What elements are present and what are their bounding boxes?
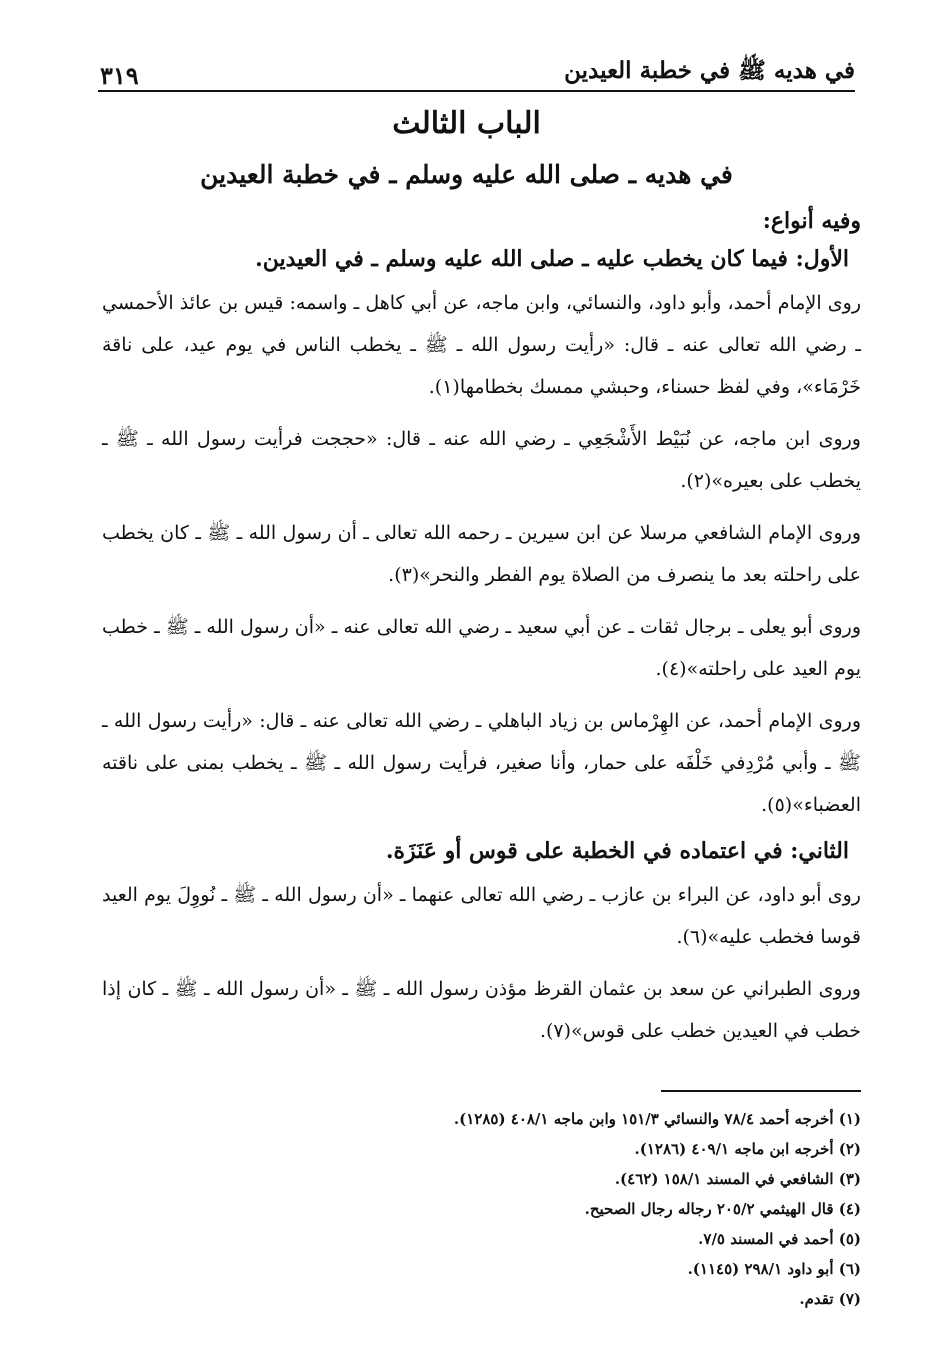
header-rule: [98, 90, 855, 92]
section-heading-second: الثاني: في اعتماده في الخطبة على قوس أو عَنَزَة.: [385, 838, 849, 864]
footnotes: [100, 1104, 861, 1314]
running-header: [100, 52, 855, 90]
paragraph: وروى أبو يعلى ـ برجال ثقات ـ عن أبي سعيد ـ رضي الله تعالى عنه ـ «أن رسول الله ـ ﷺ ـ خطب يوم العيد على راحلته»(٤).: [102, 616, 861, 680]
paragraph: وروى الإمام أحمد، عن الهِرْماس بن زياد الباهلي ـ رضي الله تعالى عنه ـ قال: «رأيت رسول الله ـ ﷺ ـ وأبي مُرْدِفي خَلْفَه على حمار، وأنا صغير، فرأيت رسول الله ـ ﷺ ـ يخطب بمنى على ناقته العضباء»(٥).: [102, 710, 861, 816]
footnote: (٥) أحمد في المسند ٧/٥.: [698, 1230, 861, 1248]
chapter-subtitle: في هديه ـ صلى الله عليه وسلم ـ في خطبة العيدين: [200, 160, 733, 189]
page-number: ٣١٩: [100, 61, 139, 90]
footnote-separator: [661, 1090, 861, 1092]
footnote: (٧) تقدم.: [799, 1290, 861, 1308]
paragraph: وروى ابن ماجه، عن نُبَيْط الأَشْجَعِي ـ رضي الله عنه ـ قال: «حججت فرأيت رسول الله ـ ﷺ ـ يخطب على بعيره»(٢).: [102, 428, 861, 492]
footnote: (٣) الشافعي في المسند ١٥٨/١ (٤٦٢).: [614, 1170, 861, 1188]
section-heading-first: الأول: فيما كان يخطب عليه ـ صلى الله عليه وسلم ـ في العيدين.: [255, 246, 849, 272]
paragraph: روى الإمام أحمد، وأبو داود، والنسائي، وابن ماجه، عن أبي كاهل ـ واسمه: قيس بن عائذ الأحمسي ـ رضي الله تعالى عنه ـ قال: «رأيت رسول الله ـ ﷺ ـ يخطب الناس في يوم عيد، على ناقة خَرْمَاء»، وفي لفظ حسناء، وحبشي ممسك بخطامها(١).: [102, 292, 861, 398]
footnote: (٦) أبو داود ٢٩٨/١ (١١٤٥).: [687, 1260, 861, 1278]
main-text: [102, 208, 861, 1062]
footnote: (١) أخرجه أحمد ٧٨/٤ والنسائي ١٥١/٣ وابن ماجه ٤٠٨/١ (١٢٨٥).: [453, 1110, 861, 1128]
section-intro: وفيه أنواع:: [762, 208, 861, 234]
running-title: في هديه ﷺ في خطبة العيدين: [564, 57, 855, 84]
paragraph: وروى الإمام الشافعي مرسلا عن ابن سيرين ـ رحمه الله تعالى ـ أن رسول الله ـ ﷺ ـ كان يخطب على راحلته بعد ما ينصرف من الصلاة يوم الفطر والنحر»(٣).: [102, 522, 861, 586]
paragraph: وروى الطبراني عن سعد بن عثمان القرظ مؤذن رسول الله ـ ﷺ ـ «أن رسول الله ـ ﷺ ـ كان إذا خطب في العيدين خطب على قوس»(٧).: [102, 978, 861, 1042]
paragraph: روى أبو داود، عن البراء بن عازب ـ رضي الله تعالى عنهما ـ «أن رسول الله ـ ﷺ ـ نُووِلَ يوم العيد قوسا فخطب عليه»(٦).: [102, 884, 861, 948]
chapter-title: الباب الثالث: [392, 106, 541, 141]
footnote: (٤) قال الهيثمي ٢٠٥/٢ رجاله رجال الصحيح.: [584, 1200, 861, 1218]
footnote: (٢) أخرجه ابن ماجه ٤٠٩/١ (١٢٨٦).: [634, 1140, 861, 1158]
